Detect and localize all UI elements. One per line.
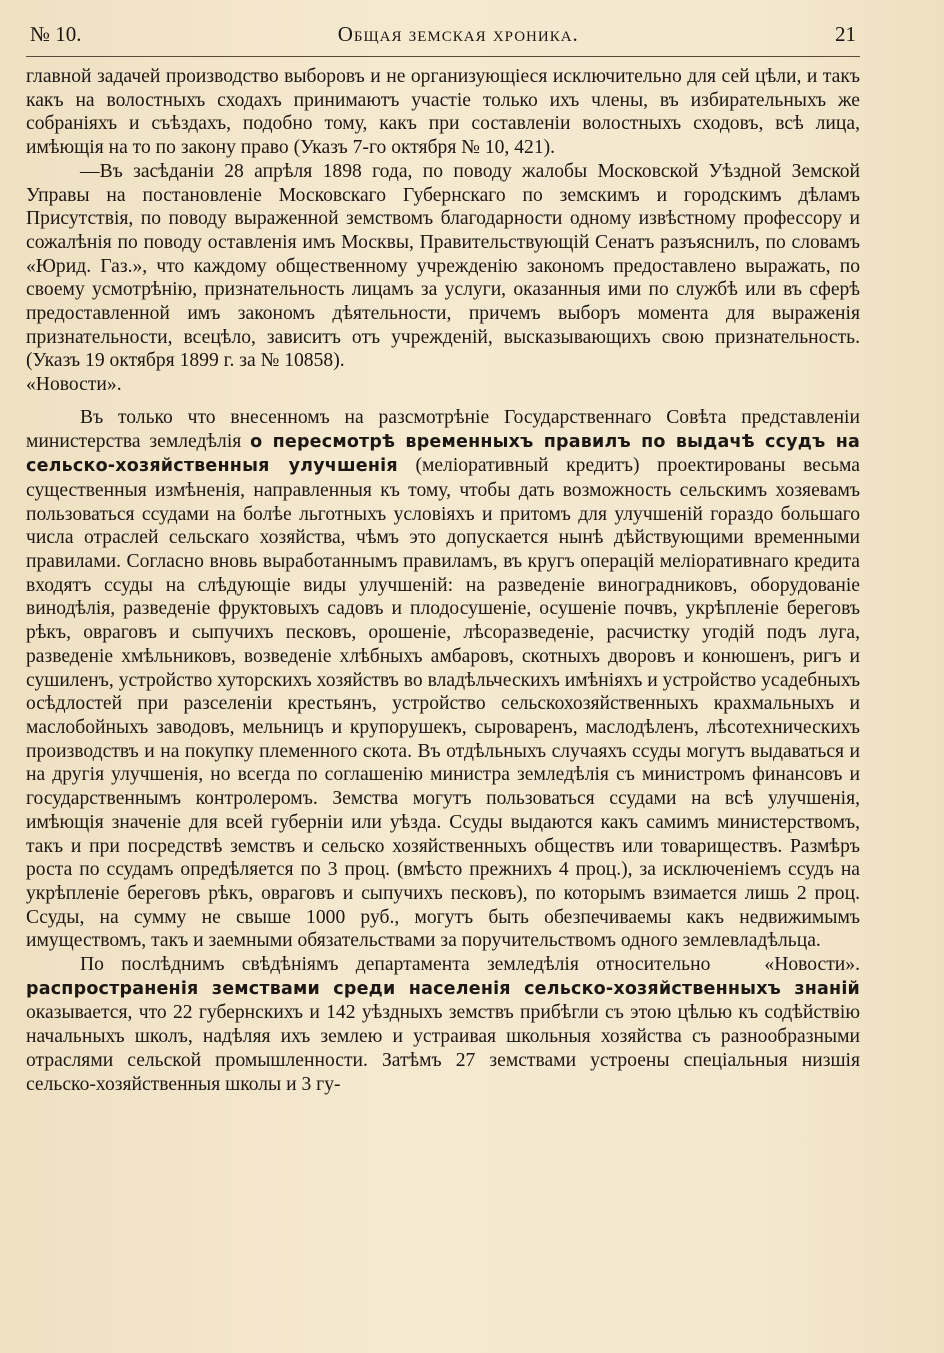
highlighted-topic: распространенія земствами среди населенія сельско-хозяйственныхъ знаній <box>26 978 860 999</box>
highlighted-topic: о пересмотрѣ временныхъ правилъ по выдачѣ ссудъ на сельско-хозяйственныя улучшенія <box>26 431 860 477</box>
section-title: Общая земская хроника. <box>337 22 579 46</box>
body-text <box>26 65 860 1096</box>
paragraph-text: Въ только что внесенномъ на разсмотрѣніе Государственнаго Совѣта представленіи министерства земледѣлія <box>26 406 860 452</box>
page-header <box>26 22 860 57</box>
paragraph-text: оказывается, что 22 губернскихъ и 142 уѣздныхъ земствъ прибѣгли съ этою цѣлью къ содѣйствію начальныхъ школъ, надѣляя ихъ землею и устраивая школьныя хозяйства съ разнообразными отраслями сельской промышленности. Затѣмъ 27 земствами устроены спеціальныя низшія сельско-хозяйственныя школы и 3 гу- <box>26 1002 860 1095</box>
issue-number: № 10. <box>30 22 82 46</box>
paragraph-text: По послѣднимъ свѣдѣніямъ департамента земледѣлія относительно <box>80 954 711 976</box>
source-attribution: «Новости». <box>26 374 122 396</box>
page-number: 21 <box>834 22 856 46</box>
paragraph-text: (меліоративный кредитъ) проектированы весьма существенныя измѣненія, направленныя къ тому, чтобы дать возможность сельскимъ хозяевамъ пользоваться ссудами на болѣе льготныхъ условіяхъ и притомъ для улучшеній гораздо большаго числа отраслей сельскаго хозяйства, чѣмъ это допускается нынѣ дѣйствующими временными правилами. Согласно вновь выработаннымъ правиламъ, въ кругъ операцій меліоративнаго кредита входятъ ссуды на слѣдующіе виды улучшеній: на разведеніе виноградниковъ, оборудованіе винодѣлія, разведеніе фруктовыхъ садовъ и плодосушеніе, осушеніе почвъ, укрѣпленіе береговъ рѣкъ, овраговъ и сыпучихъ песковъ, орошеніе, лѣсоразведеніе, расчистку угодій подъ луга, разведеніе хмѣльниковъ, возведеніе хлѣбныхъ амбаровъ, скотныхъ дворовъ и конюшенъ, ригъ и сушиленъ, устройство хуторскихъ хозяйствъ во владѣльческихъ имѣніяхъ и устройство усадебныхъ осѣдлостей при разселеніи крестьянъ, устройство сельскохозяйственныхъ крахмальныхъ и маслобойныхъ заводовъ, мельницъ и крупорушекъ, сыроваренъ, маслодѣленъ, лѣсотехническихъ производствъ и на покупку племенного скота. Въ отдѣльныхъ случаяхъ ссуды могутъ выдаваться и на другія улучшенія, но всегда по соглашенію министра земледѣлія съ министромъ финансовъ и государственнымъ контролеромъ. Земства могутъ пользоваться ссудами на всѣ улучшенія, имѣющія значеніе для всей губерніи или уѣзда. Ссуды выдаются какъ самимъ министерствомъ, такъ и при посредствѣ земствъ и сельско хозяйственныхъ обществъ или товариществъ. Размѣръ роста по ссудамъ опредѣляется по 3 проц. (вмѣсто прежнихъ 4 проц.), за исключеніемъ ссудъ на укрѣпленіе береговъ рѣкъ, овраговъ и сыпучихъ песковъ), по которымъ взимается лишь 2 проц. Ссуды, на сумму не свыше 1000 руб., могутъ быть обезпечиваемы какъ недвижимымъ имуществомъ, такъ и заемными обязательствами за поручительствомъ одного землевладѣльца. <box>26 455 861 952</box>
paragraph-continuation: главной задачей производство выборовъ и не организующіеся исключительно для сей цѣли, и такъ какъ на волостныхъ сходахъ принимаютъ участіе только ихъ члены, въ избирательныхъ же собраніяхъ и съѣздахъ, подобно тому, какъ при составленіи волостныхъ сходовъ, всѣ лица, имѣющія на то по закону право (Указъ 7-го октября № 10, 421). <box>26 66 860 159</box>
paragraph-senate-ruling: —Въ засѣданіи 28 апрѣля 1898 года, по поводу жалобы Московской Уѣздной Земской Управы на постановленіе Московскаго Губернскаго по земскимъ и городскимъ дѣламъ Присутствія, по поводу выраженной земствомъ благодарности одному извѣстному профессору и сожалѣнія по поводу оставленія имъ Москвы, Правительствующій Сенатъ разъяснилъ, по словамъ «Юрид. Газ.», что каждому общественному учрежденію закономъ предоставлено выражать, по своему усмотрѣнію, признательность лицамъ за услуги, оказанныя ими по службѣ или въ сферѣ предоставленной имъ закономъ дѣятельности, причемъ выборъ момента для выраженія признательности, всецѣло, зависитъ отъ учрежденій, высказывающихъ свою признательность. (Указъ 19 октября 1899 г. за № 10858). <box>26 160 860 372</box>
source-attribution: «Новости». <box>764 954 860 976</box>
